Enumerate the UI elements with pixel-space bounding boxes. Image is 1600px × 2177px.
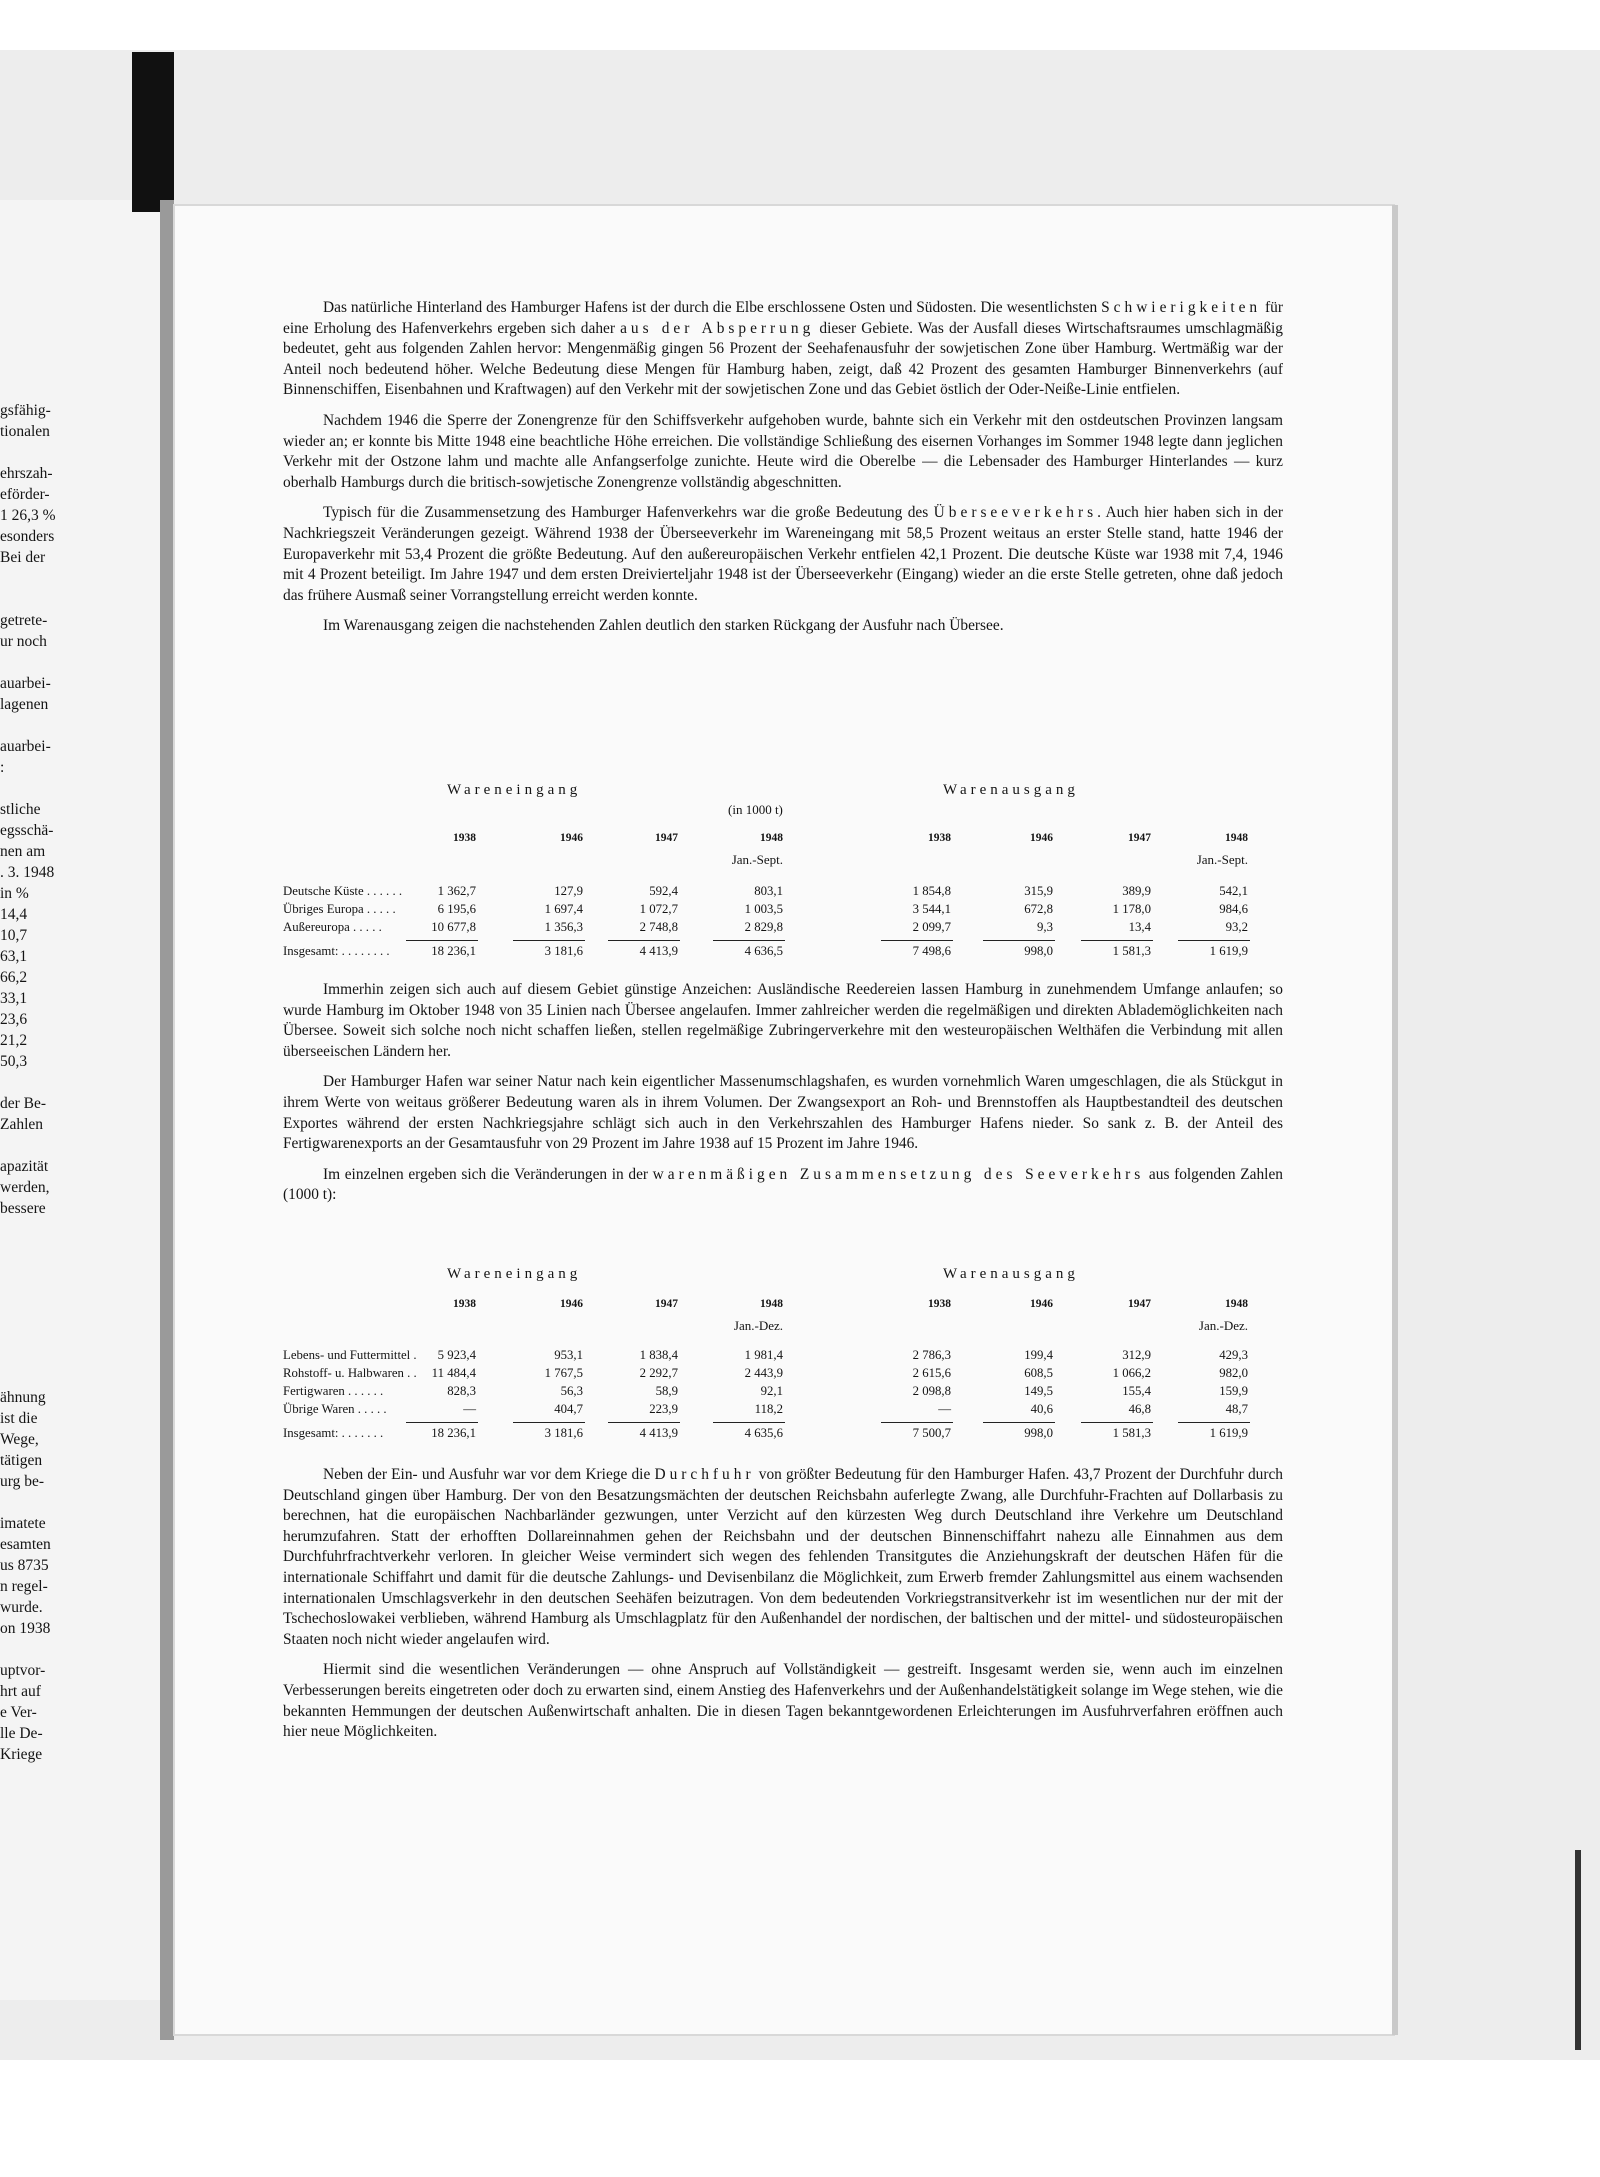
- table-cell: 2 443,9: [744, 1366, 783, 1380]
- main-text: [283, 1465, 1283, 1753]
- left-page-fragment-line: [0, 442, 72, 463]
- table-cell: 1 178,0: [1112, 902, 1151, 916]
- table-cell: 1 362,7: [437, 884, 476, 898]
- table-row: [283, 1402, 1273, 1420]
- left-page-fragment-line: tätigen: [0, 1452, 43, 1469]
- left-page-fragment-line: imatete: [0, 1515, 46, 1532]
- left-page-fragment-line: uptvor-: [0, 1662, 46, 1679]
- table-sum-rule: [513, 940, 585, 941]
- table-cell: 4 413,9: [639, 1426, 678, 1440]
- left-page-fragment-line: [0, 1345, 72, 1366]
- left-page-fragment-line: [0, 778, 72, 799]
- table-cell: 404,7: [554, 1402, 583, 1416]
- left-page-fragment-line: on 1938: [0, 1620, 51, 1637]
- left-page-fragment-line: auarbei-: [0, 738, 51, 755]
- left-page-fragment-line: esonders: [0, 528, 55, 545]
- table-cell: 2 786,3: [912, 1348, 951, 1362]
- table-row-label: Insgesamt: . . . . . . . .: [283, 944, 390, 958]
- paragraph: Nachdem 1946 die Sperre der Zonengrenze für den Schiffsverkehr aufgehoben wurde, bahnte sich ein Verkehr mit den ostdeutschen Provinzen langsam wieder an; er konnte bis Mitte 1948 eine beachtliche Höhe erreichen. Die vollständige Schließung des eisernen Vorhanges im Sommer 1948 legte dann jeglichen Verkehr mit der Ostzone lahm und machte alle Anfangserfolge zunichte. Heute wird die Oberelbe — die Lebensader des Hamburger Hinterlandes — kurz oberhalb Hamburgs durch die britisch-sowjetische Zonengrenze vollständig abgeschnitten.: [283, 411, 1283, 491]
- table-cell: 1 356,3: [544, 920, 583, 934]
- table-row-label: Übriges Europa . . . . .: [283, 902, 396, 916]
- table-total-row: [283, 944, 1273, 962]
- table-year-header: 1947: [1128, 1298, 1151, 1310]
- left-page-fragment-line: nen am: [0, 843, 46, 860]
- left-page-fragment-line: [0, 568, 72, 589]
- table-cell: —: [463, 1402, 476, 1416]
- table-cell: 429,3: [1219, 1348, 1248, 1362]
- left-page-fragment-line: hrt auf: [0, 1683, 41, 1700]
- table-cell: 2 292,7: [639, 1366, 678, 1380]
- table-row: [283, 1384, 1273, 1402]
- table-cell: 1 072,7: [639, 902, 678, 916]
- table-cell: 223,9: [649, 1402, 678, 1416]
- table-cell: 672,8: [1024, 902, 1053, 916]
- table-cell: 93,2: [1225, 920, 1248, 934]
- table-row: [283, 1348, 1273, 1366]
- table-cell: 155,4: [1122, 1384, 1151, 1398]
- table-period-header: Jan.-Sept.: [1196, 852, 1248, 867]
- table-year-header: 1938: [453, 1298, 476, 1310]
- left-page-fragment-line: 23,6: [0, 1011, 28, 1028]
- table-cell: 3 181,6: [544, 944, 583, 958]
- left-page-fragment-line: Zahlen: [0, 1116, 44, 1133]
- table-cell: 998,0: [1024, 1426, 1053, 1440]
- table-row-label: Fertigwaren . . . . . .: [283, 1384, 384, 1398]
- table-group-header: Warenausgang: [943, 782, 1079, 798]
- table-total-row: [283, 1426, 1273, 1444]
- table-sum-rule: [513, 1422, 585, 1423]
- main-text: [283, 980, 1283, 1216]
- left-page-fragment-line: tionalen: [0, 423, 50, 440]
- table-sum-rule: [713, 1422, 785, 1423]
- left-page-fragment-line: n regel-: [0, 1578, 48, 1595]
- table-cell: 13,4: [1128, 920, 1151, 934]
- table-period-header: Jan.-Sept.: [731, 852, 783, 867]
- table-cell: 315,9: [1024, 884, 1053, 898]
- table-cell: 46,8: [1128, 1402, 1151, 1416]
- left-page-fragment-line: eförder-: [0, 486, 50, 503]
- left-page-fragment-line: urg be-: [0, 1473, 45, 1490]
- table-cell: 58,9: [655, 1384, 678, 1398]
- table-row: [283, 902, 1273, 920]
- table-sea-traffic-by-region: [283, 782, 1273, 957]
- table-cell: 1 619,9: [1209, 1426, 1248, 1440]
- table-sum-rule: [608, 940, 680, 941]
- left-page-fragment: [0, 400, 72, 1765]
- table-sum-rule: [983, 940, 1055, 941]
- table-year-header: 1938: [928, 1298, 951, 1310]
- table-cell: 312,9: [1122, 1348, 1151, 1362]
- left-page-fragment-line: ehrszah-: [0, 465, 53, 482]
- table-sum-rule: [1178, 1422, 1250, 1423]
- table-cell: 2 098,8: [912, 1384, 951, 1398]
- left-page-fragment-line: [0, 1240, 72, 1261]
- table-cell: 984,6: [1219, 902, 1248, 916]
- left-page-fragment-line: ist die: [0, 1410, 38, 1427]
- table-cell: 389,9: [1122, 884, 1151, 898]
- main-text: [283, 298, 1283, 647]
- table-cell: 803,1: [754, 884, 783, 898]
- table-group-header: Wareneingang: [447, 1266, 582, 1282]
- table-cell: 4 413,9: [639, 944, 678, 958]
- table-sum-rule: [406, 940, 478, 941]
- left-page-fragment-line: wurde.: [0, 1599, 43, 1616]
- table-cell: 2 748,8: [639, 920, 678, 934]
- left-page-fragment-line: [0, 1324, 72, 1345]
- left-page-fragment-line: 14,4: [0, 906, 28, 923]
- table-cell: 3 181,6: [544, 1426, 583, 1440]
- table-sum-rule: [608, 1422, 680, 1423]
- paragraph: Im Warenausgang zeigen die nachstehenden Zahlen deutlich den starken Rückgang der Ausfuhr nach Übersee.: [323, 617, 1004, 635]
- table-cell: 1 697,4: [544, 902, 583, 916]
- table-sum-rule: [1081, 1422, 1153, 1423]
- table-cell: 149,5: [1024, 1384, 1053, 1398]
- table-period-header: Jan.-Dez.: [733, 1318, 783, 1333]
- left-page-fragment-line: [0, 1639, 72, 1660]
- left-page-fragment-line: [0, 715, 72, 736]
- left-page-fragment-line: egsschä-: [0, 822, 54, 839]
- left-page-fragment-line: [0, 1492, 72, 1513]
- left-page-fragment-line: [0, 1366, 72, 1387]
- table-cell: 998,0: [1024, 944, 1053, 958]
- left-page-fragment-line: ähnung: [0, 1389, 46, 1406]
- paragraph: Der Hamburger Hafen war seiner Natur nach kein eigentlicher Massenumschlagshafen, es wurden vornehmlich Waren umgeschlagen, die als Stückgut in ihrem Werte von weitaus größerer Bedeutung waren als in ihrem Volumen. Der Zwangsexport an Roh- und Brennstoffen als Hauptbestandteil des deutschen Exportes während der ersten Nachkriegsjahre schlägt sich auch in den Verkehrszahlen des Hamburger Hafens nieder. So sank z. B. der Anteil des Fertigwarenexports an der Gesamtausfuhr von 29 Prozent im Jahre 1938 auf 15 Prozent im Jahre 1946.: [283, 1073, 1283, 1153]
- table-year-header: 1946: [560, 1298, 583, 1310]
- left-page-fragment-line: 1 26,3 %: [0, 507, 56, 524]
- table-cell: 1 581,3: [1112, 944, 1151, 958]
- table-cell: 18 236,1: [431, 944, 476, 958]
- table-cell: 199,4: [1024, 1348, 1053, 1362]
- table-cell: 982,0: [1219, 1366, 1248, 1380]
- left-page-fragment-line: e Ver-: [0, 1704, 37, 1721]
- left-page-fragment-line: lagenen: [0, 696, 49, 713]
- left-page-fragment-line: [0, 652, 72, 673]
- table-cell: 2 099,7: [912, 920, 951, 934]
- table-cell: 7 498,6: [912, 944, 951, 958]
- table-cell: 542,1: [1219, 884, 1248, 898]
- paragraph: Das natürliche Hinterland des Hamburger Hafens ist der durch die Elbe erschlossene Osten und Südosten. Die wesentlichsten Schwierigkeiten für eine Erholung des Hafenverkehrs ergeben sich daher aus der Absperrung dieser Gebiete. Was der Ausfall dieses Wirtschaftsraumes umschlagmäßig bedeutet, geht aus folgenden Zahlen hervor: Mengenmäßig gingen 56 Prozent der Seehafenausfuhr der sowjetischen Zone über Hamburg. Wertmäßig war der Anteil noch bedeutend höher. Welche Bedeutung diese Mengen für Hamburg haben, zeigt, daß 42 Prozent des gesamten Hamburger Binnenverkehrs (auf Binnenschiffen, Eisenbahnen und Kraftwagen) auf den Verkehr mit der sowjetischen Zone und das Gebiet östlich der Oder-Neiße-Linie entfielen.: [283, 299, 1284, 399]
- table-cell: 56,3: [560, 1384, 583, 1398]
- table-year-header: 1946: [560, 832, 583, 844]
- table-cell: 40,6: [1030, 1402, 1053, 1416]
- table-year-header: 1946: [1030, 832, 1053, 844]
- left-page-fragment-line: lle De-: [0, 1725, 43, 1742]
- table-cell: 5 923,4: [437, 1348, 476, 1362]
- left-page-fragment-line: 50,3: [0, 1053, 28, 1070]
- table-cell: 2 829,8: [744, 920, 783, 934]
- left-page-fragment-line: 21,2: [0, 1032, 28, 1049]
- table-group-header: Wareneingang: [447, 782, 582, 798]
- table-group-header: Warenausgang: [943, 1266, 1079, 1282]
- table-cell: 159,9: [1219, 1384, 1248, 1398]
- table-sum-rule: [1081, 940, 1153, 941]
- table-year-header: 1948: [1225, 832, 1248, 844]
- table-year-header: 1947: [655, 832, 678, 844]
- left-page-fragment-line: . 3. 1948: [0, 864, 55, 881]
- table-cell: 2 615,6: [912, 1366, 951, 1380]
- left-page-fragment-line: [0, 1072, 72, 1093]
- table-cell: —: [938, 1402, 951, 1416]
- table-cell: 7 500,7: [912, 1426, 951, 1440]
- table-row-label: Rohstoff- u. Halbwaren . .: [283, 1366, 417, 1380]
- left-page-fragment-line: 10,7: [0, 927, 28, 944]
- left-page-fragment-line: 33,1: [0, 990, 28, 1007]
- table-year-header: 1948: [1225, 1298, 1248, 1310]
- table-cell: 1 066,2: [1112, 1366, 1151, 1380]
- left-page-fragment-line: :: [0, 759, 5, 776]
- table-cell: 1 003,5: [744, 902, 783, 916]
- left-page-fragment-line: apazität: [0, 1158, 49, 1175]
- table-period-header: Jan.-Dez.: [1198, 1318, 1248, 1333]
- table-row-label: Insgesamt: . . . . . . .: [283, 1426, 384, 1440]
- table-cell: 18 236,1: [431, 1426, 476, 1440]
- table-cell: 6 195,6: [437, 902, 476, 916]
- left-page-fragment-line: [0, 1282, 72, 1303]
- table-cell: 1 767,5: [544, 1366, 583, 1380]
- left-page-fragment-line: Wege,: [0, 1431, 39, 1448]
- table-row: [283, 920, 1273, 938]
- left-page-fragment-line: [0, 1261, 72, 1282]
- table-year-header: 1947: [655, 1298, 678, 1310]
- paragraph: Hiermit sind die wesentlichen Veränderungen — ohne Anspruch auf Vollständigkeit — gestreift. Insgesamt werden sie, wenn auch im einzelnen Verbesserungen bereits eingetreten oder doch zu erwarten sind, einem Anstieg des Hafenverkehrs und der Außenhandelstätigkeit solange im Wege stehen, wie die bekannten Hemmungen der deutschen Außenwirtschaft anhalten. Die in diesen Tagen bekanntgewordenen Erleichterungen im Ausfuhrverfahren eröffnen auch hier neue Möglichkeiten.: [283, 1661, 1283, 1741]
- left-page-fragment-line: ur noch: [0, 633, 47, 650]
- paragraph: Typisch für die Zusammensetzung des Hamburger Hafenverkehrs war die große Bedeutung des Überseeverkehrs. Auch hier haben sich in der Nachkriegszeit Veränderungen gezeigt. Während 1938 der Überseeverkehr im Wareneingang mit 58,5 Prozent weitaus an erster Stelle stand, hatte 1946 der Europaverkehr mit 53,4 Prozent die größte Bedeutung. Auf den außereuropäischen Verkehr entfielen 42,1 Prozent. Die deutsche Küste war 1938 mit 7,4, 1946 mit 4 Prozent beteiligt. Im Jahre 1947 und dem ersten Dreivierteljahr 1948 ist der Überseeverkehr (Eingang) wieder an die erste Stelle getreten, ohne daß jedoch das frühere Ausmaß seiner Vorrangstellung erreicht werden konnte.: [283, 504, 1283, 604]
- paragraph: Im einzelnen ergeben sich die Veränderungen in der warenmäßigen Zusammensetzung des Seeverkehrs aus folgenden Zahlen (1000 t):: [283, 1165, 1283, 1204]
- table-sum-rule: [1178, 940, 1250, 941]
- table-cell: 1 838,4: [639, 1348, 678, 1362]
- table-cell: 1 854,8: [912, 884, 951, 898]
- left-page-fragment-line: esamten: [0, 1536, 51, 1553]
- table-row-label: Lebens- und Futtermittel .: [283, 1348, 417, 1362]
- left-page-fragment-line: Bei der: [0, 549, 46, 566]
- table-sum-rule: [983, 1422, 1055, 1423]
- table-year-header: 1947: [1128, 832, 1151, 844]
- table-cell: 1 581,3: [1112, 1426, 1151, 1440]
- table-year-header: 1948: [760, 832, 783, 844]
- table-sea-traffic-by-goods: [283, 1266, 1273, 1446]
- table-row-label: Außereuropa . . . . .: [283, 920, 382, 934]
- left-page-fragment-line: 66,2: [0, 969, 28, 986]
- table-cell: 828,3: [447, 1384, 476, 1398]
- left-page-fragment-line: [0, 589, 72, 610]
- table-year-header: 1938: [453, 832, 476, 844]
- table-year-header: 1948: [760, 1298, 783, 1310]
- left-page-fragment-line: der Be-: [0, 1095, 47, 1112]
- table-sum-rule: [406, 1422, 478, 1423]
- left-page-fragment-line: 63,1: [0, 948, 28, 965]
- left-page-fragment-line: werden,: [0, 1179, 50, 1196]
- table-cell: 118,2: [754, 1402, 783, 1416]
- table-unit: (in 1000 t): [728, 802, 783, 817]
- table-cell: 953,1: [554, 1348, 583, 1362]
- table-cell: 9,3: [1037, 920, 1053, 934]
- table-cell: 48,7: [1225, 1402, 1248, 1416]
- table-row-label: Deutsche Küste . . . . . .: [283, 884, 403, 898]
- left-page-fragment-line: [0, 1219, 72, 1240]
- left-page-fragment-line: auarbei-: [0, 675, 51, 692]
- table-cell: 592,4: [649, 884, 678, 898]
- table-cell: 10 677,8: [431, 920, 476, 934]
- paragraph: Immerhin zeigen sich auch auf diesem Gebiet günstige Anzeichen: Ausländische Reedereien lassen Hamburg in zunehmendem Umfange anlaufen; so wurde Hamburg im Oktober 1948 von 35 Linien nach Übersee angelaufen. Immer zahlreicher werden die regelmäßigen und direkten Ablademöglichkeiten nach Übersee. Soweit sich solche noch nicht schaffen ließen, stellen regelmäßige Zubringerverkehre mit den westeuropäischen Welthäfen die Verbindung mit allen überseeischen Ländern her.: [283, 981, 1283, 1060]
- left-page-fragment-line: [0, 1303, 72, 1324]
- table-sum-rule: [881, 940, 953, 941]
- left-page-fragment-line: getrete-: [0, 612, 48, 629]
- table-cell: 1 619,9: [1209, 944, 1248, 958]
- table-sum-rule: [713, 940, 785, 941]
- table-year-header: 1946: [1030, 1298, 1053, 1310]
- left-page-fragment-line: gsfähig-: [0, 402, 51, 419]
- table-year-header: 1938: [928, 832, 951, 844]
- table-sum-rule: [881, 1422, 953, 1423]
- table-row-label: Übrige Waren . . . . .: [283, 1402, 387, 1416]
- paragraph: Neben der Ein- und Ausfuhr war vor dem Kriege die Durchfuhr von größter Bedeutung für den Hamburger Hafen. 43,7 Prozent der Durchfuhr durch Deutschland gingen über Hamburg. Der von den Besatzungsmächten der deutschen Reichsbahn auferlegte Zwang, alle Durchfuhr-Frachten auf Dollarbasis zu berechnen, hat die europäischen Nachbarländer gezwungen, unter Verzicht auf den kürzesten Weg durch Deutschland ihre Verkehre um Deutschland herumzufahren. Statt der erhofften Dollareinnahmen gehen der Reichsbahn und der deutschen Binnenschiffahrt nahezu alle Einnahmen aus dem Durchfuhrfrachtverkehr verloren. In gleicher Weise vermindert sich wegen des fehlenden Transitgutes die Anziehungskraft der deutschen Häfen für die internationale Schiffahrt und damit für die deutsche Zahlungs- und Devisenbilanz die Möglichkeit, zum Erwerb fremder Zahlungsmittel aus einem wachsenden internationalen Umschlagsverkehr in den deutschen Seehäfen beizutragen. Von dem bedeutenden Vorkriegstransitverkehr ist im wesentlichen nur der mit der Tschechoslowakei verblieben, während Hamburg als Umschlagplatz für den Außenhandel der nordischen, der baltischen und der mittel- und südosteuropäischen Staaten noch nicht wieder angelaufen wird.: [283, 1466, 1283, 1648]
- table-cell: 3 544,1: [912, 902, 951, 916]
- table-row: [283, 1366, 1273, 1384]
- table-cell: 608,5: [1024, 1366, 1053, 1380]
- table-cell: 11 484,4: [431, 1366, 476, 1380]
- table-cell: 4 635,6: [744, 1426, 783, 1440]
- left-page-fragment-line: [0, 1135, 72, 1156]
- table-cell: 127,9: [554, 884, 583, 898]
- left-page-fragment-line: us 8735: [0, 1557, 49, 1574]
- left-page-fragment-line: stliche: [0, 801, 41, 818]
- left-page-fragment-line: Kriege: [0, 1746, 43, 1763]
- table-cell: 4 636,5: [744, 944, 783, 958]
- table-cell: 92,1: [760, 1384, 783, 1398]
- left-page-fragment-line: bessere: [0, 1200, 46, 1217]
- table-row: [283, 884, 1273, 902]
- left-page-fragment-line: in %: [0, 885, 29, 902]
- table-cell: 1 981,4: [744, 1348, 783, 1362]
